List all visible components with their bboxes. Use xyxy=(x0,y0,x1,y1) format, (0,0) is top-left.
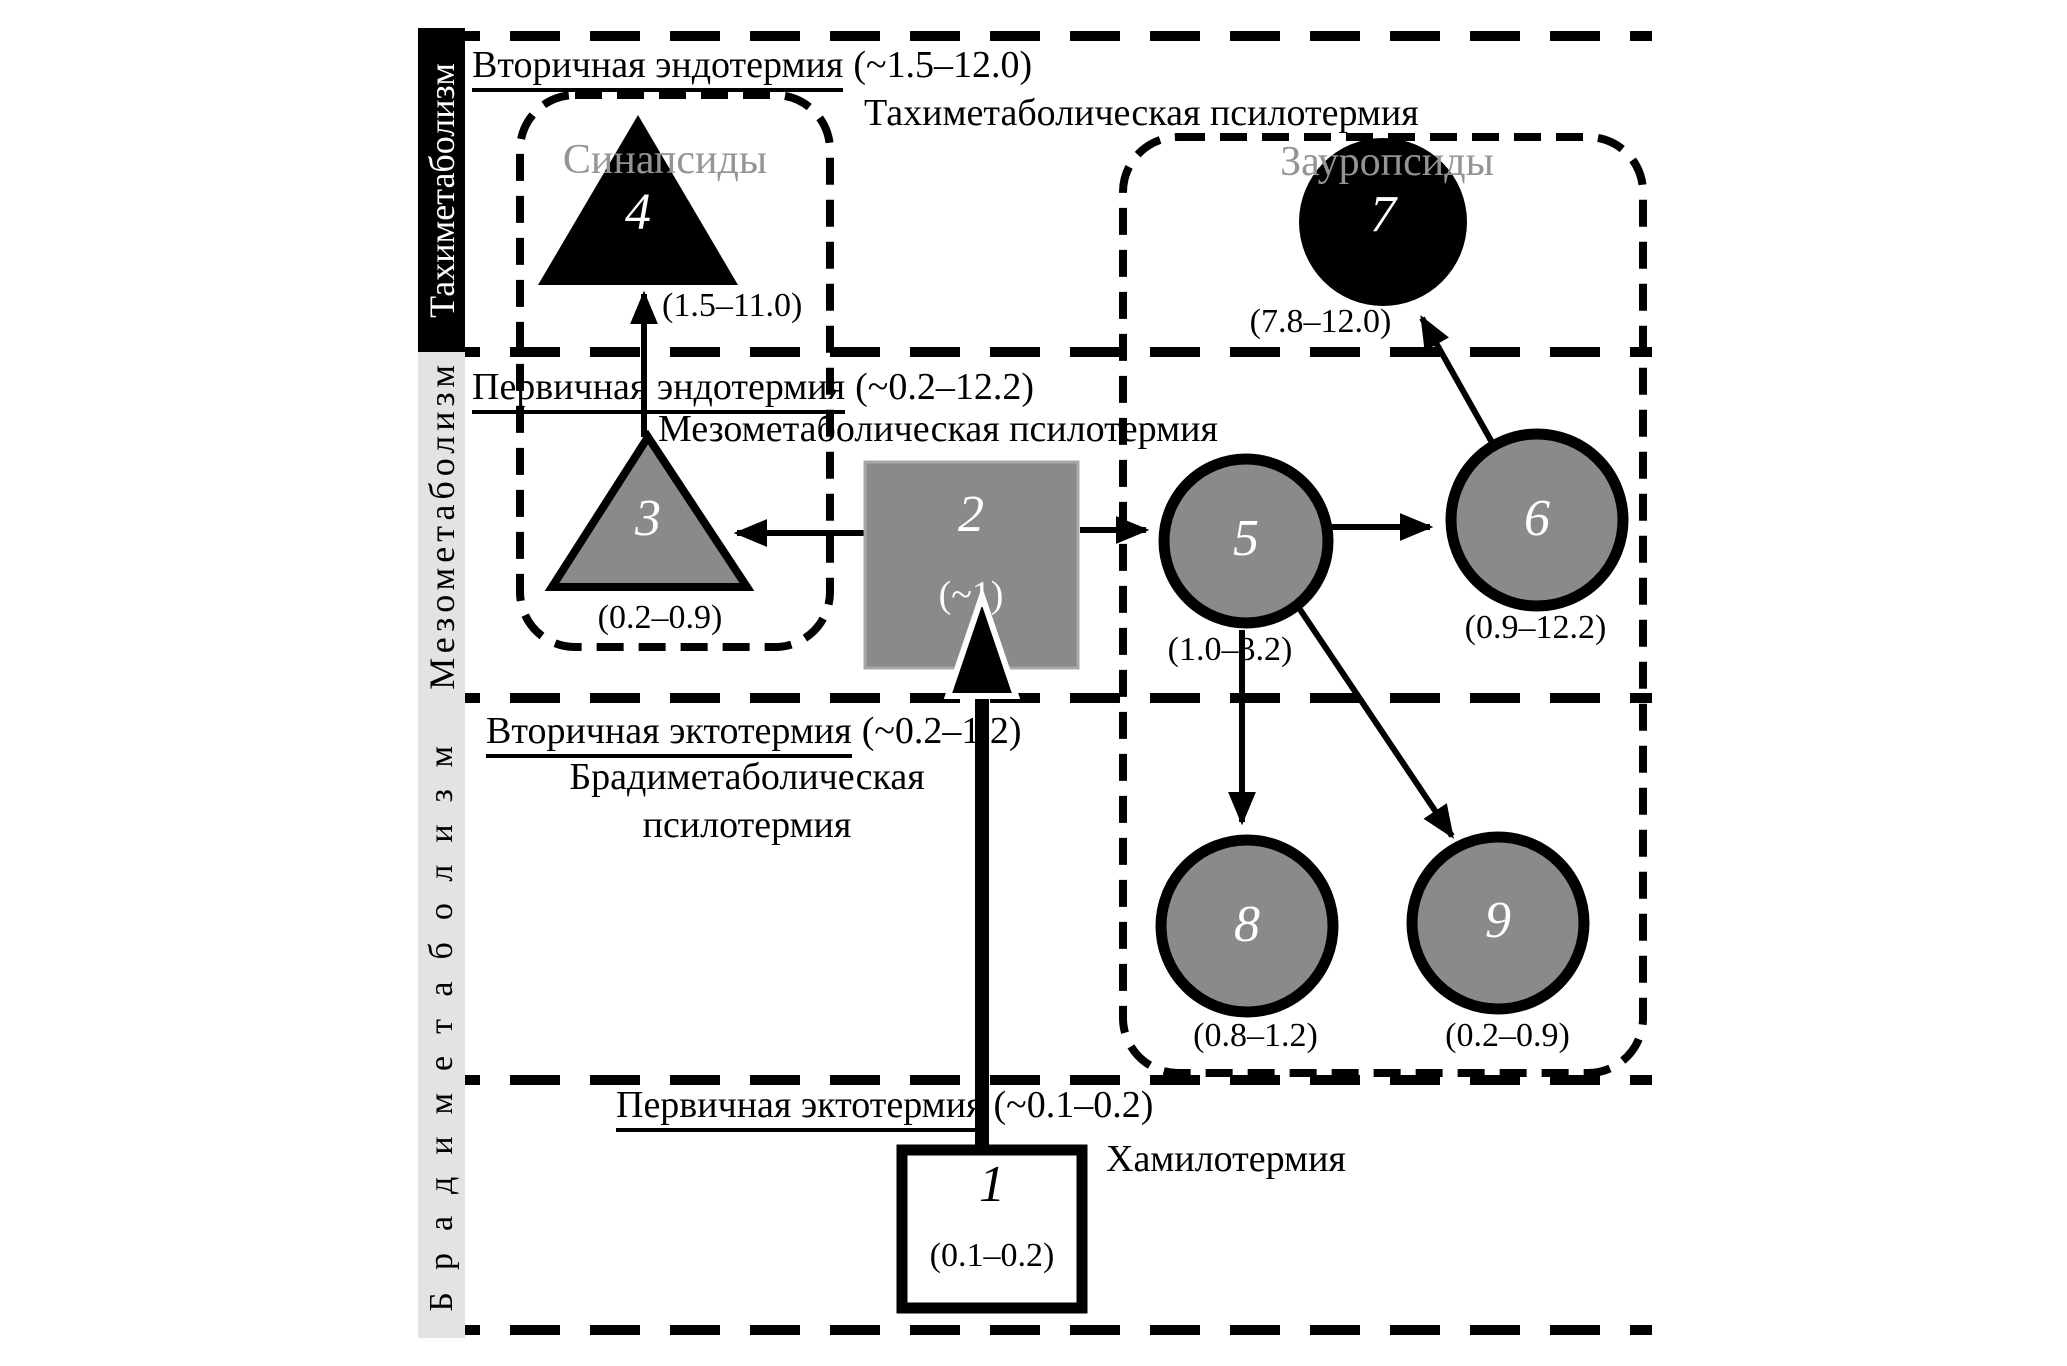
sauropsida-clade-label: Зауропсиды xyxy=(1280,139,1494,185)
sidebar-label-mesometabolism: Мезометаболизм xyxy=(421,360,462,690)
node-1-label: 1 xyxy=(979,1156,1005,1213)
node-4-range: (1.5–11.0) xyxy=(662,287,803,324)
sidebar-band-mesometabolism xyxy=(418,352,465,698)
zone3-subtitle-line2: псилотермия xyxy=(642,804,852,846)
node-3-label: 3 xyxy=(635,490,661,547)
node-5-range: (1.0–3.2) xyxy=(1167,631,1293,668)
zone2-range: (~0.2–12.2) xyxy=(855,366,1034,408)
sidebar-label-tachymetabolism: Тахиметаболизм xyxy=(421,62,462,318)
zone4-range: (~0.1–0.2) xyxy=(993,1084,1154,1126)
node-6-range: (0.9–12.2) xyxy=(1464,609,1607,646)
node-4-label: 4 xyxy=(625,184,651,241)
arrow-5-to-9 xyxy=(1297,605,1452,836)
arrow-6-to-7 xyxy=(1422,318,1494,446)
zone2-title xyxy=(472,368,1034,408)
zone1-subtitle: Тахиметаболическая псилотермия xyxy=(864,92,1419,134)
zone4-subtitle: Хамилотермия xyxy=(1106,1138,1346,1180)
node-1-range: (0.1–0.2) xyxy=(929,1237,1055,1274)
node-7-label: 7 xyxy=(1370,186,1396,243)
node-2-label: 2 xyxy=(958,486,984,543)
zone4-title-text: Первичная эктотермия xyxy=(616,1084,984,1132)
zone3-title-text: Вторичная эктотермия xyxy=(486,710,852,758)
node-6-label: 6 xyxy=(1524,490,1550,547)
node-9-range: (0.2–0.9) xyxy=(1445,1017,1570,1054)
zone3-subtitle-line1: Брадиметаболическая xyxy=(569,756,925,798)
sidebar-label-bradymetabolism: Брадиметаболизм xyxy=(422,724,460,1312)
node-8-range: (0.8–1.2) xyxy=(1193,1017,1318,1054)
zone2-title-text: Первичная эндотермия xyxy=(472,366,845,414)
synapsida-clade-label: Синапсиды xyxy=(562,137,768,183)
node-5-label: 5 xyxy=(1233,510,1259,567)
zone3-range: (~0.2–1.2) xyxy=(861,710,1022,752)
sidebar-band-bradymetabolism xyxy=(418,698,465,1338)
node-9-label: 9 xyxy=(1485,892,1511,949)
zone1-range: (~1.5–12.0) xyxy=(853,44,1033,86)
node-2-range: (~1) xyxy=(938,574,1004,616)
node-8-label: 8 xyxy=(1234,896,1260,953)
zone4-title xyxy=(616,1086,1153,1126)
zone1-title-text: Вторичная эндотермия xyxy=(472,44,843,92)
zone3-title xyxy=(486,712,1022,752)
sidebar-band-tachymetabolism xyxy=(418,28,465,352)
node-7-range: (7.8–12.0) xyxy=(1249,303,1392,340)
zone2-subtitle: Мезометаболическая псилотермия xyxy=(658,408,1218,450)
zone1-title xyxy=(472,46,1032,86)
node-3-range: (0.2–0.9) xyxy=(597,599,723,636)
